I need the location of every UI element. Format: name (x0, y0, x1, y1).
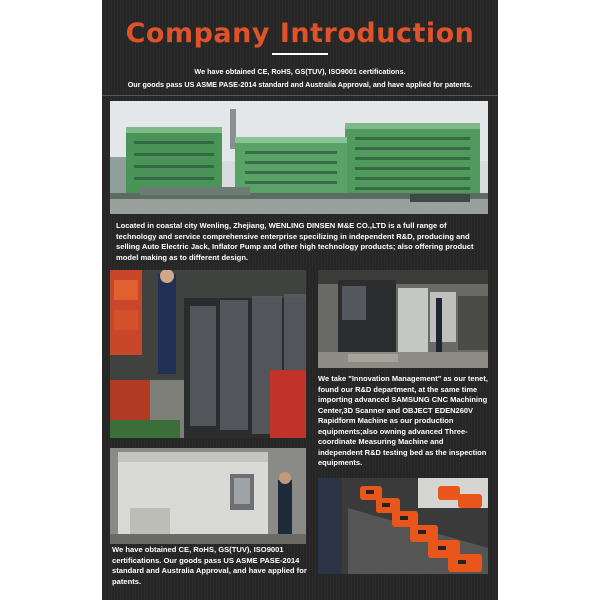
test-chamber-photo (110, 448, 306, 544)
rd-department-description: We take "Innovation Management" as our tenet, found our R&D department, at the same time importing advanced SAMSUNG CNC Machining Center,3D Scanner and OBJECT EDEN260V Rapidform Machine as our production equipments;also owning advanced Three-coordinate Measuring Machine and independent R&D testing bed as the inspection equipments. (318, 374, 488, 467)
certifications-subtitle: We have obtained CE, RoHS, GS(TUV), ISO9001 certifications. (194, 67, 406, 76)
certification-description: We have obtained CE, RoHS, GS(TUV), ISO9001 certifications. Our goods pass US ASME PASE-2014 standard and Australia Approval, and have applied for patents. (112, 545, 307, 586)
page-title: Company Introduction (125, 18, 475, 49)
approvals-subtitle: Our goods pass US ASME PASE-2014 standard and Australia Approval, and have applied for patents. (127, 80, 473, 89)
factory-building-photo (110, 101, 488, 214)
header-divider (102, 95, 498, 96)
title-underline (272, 53, 328, 55)
jack-assembly-photo (318, 478, 488, 574)
company-intro-panel (102, 0, 498, 600)
cnc-machine-photo (318, 270, 488, 368)
company-description: Located in coastal city Wenling, Zhejiang, WENLING DINSEN M&E CO.,LTD is a full range of technology and service comprehensive enterprise specilizing in independent R&D, producing and selling Auto Electric Jack, Inflator Pump and other high technology products; also offering product model making as to different design. (116, 221, 474, 262)
warehouse-photo (110, 270, 306, 438)
